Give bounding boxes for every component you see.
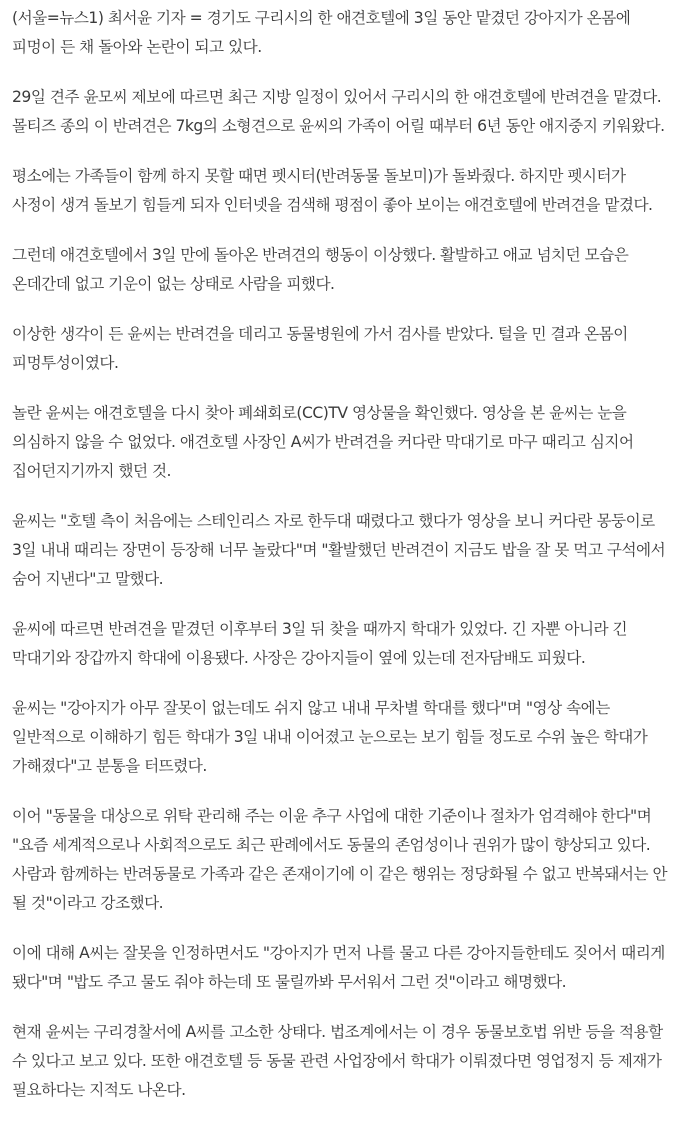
- article-paragraph: 윤씨에 따르면 반려견을 맡겼던 이후부터 3일 뒤 찾을 때까지 학대가 있었다. 긴 자뿐 아니라 긴 막대기와 장갑까지 학대에 이용됐다. 사장은 강아지들이 옆에 있는데 전자담배도 피웠다.: [12, 620, 628, 667]
- article-paragraph: 29일 견주 윤모씨 제보에 따르면 최근 지방 일정이 있어서 구리시의 한 애견호텔에 반려견을 맡겼다. 몰티즈 종의 이 반려견은 7kg의 소형견으로 윤씨의 가족이 어릴 때부터 6년 동안 애지중지 키워왔다.: [12, 88, 665, 135]
- article-paragraph: 윤씨는 "강아지가 아무 잘못이 없는데도 쉬지 않고 내내 무차별 학대를 했다"며 "영상 속에는 일반적으로 이해하기 힘든 학대가 3일 내내 이어졌고 눈으로는 보기 힘들 정도로 수위 높은 학대가 가해졌다"고 분통을 터뜨렸다.: [12, 699, 648, 775]
- article-paragraph: 현재 윤씨는 구리경찰서에 A씨를 고소한 상태다. 법조계에서는 이 경우 동물보호법 위반 등을 적용할 수 있다고 보고 있다. 또한 애견호텔 등 동물 관련 사업장에서 학대가 이뤄졌다면 영업정지 등 제재가 필요하다는 지적도 나온다.: [12, 1023, 663, 1099]
- article-paragraph: 평소에는 가족들이 함께 하지 못할 때면 펫시터(반려동물 돌보미)가 돌봐줬다. 하지만 펫시터가 사정이 생겨 돌보기 힘들게 되자 인터넷을 검색해 평점이 좋아 보이는 애견호텔에 반려견을 맡겼다.: [12, 167, 653, 214]
- article-paragraph: 이상한 생각이 든 윤씨는 반려견을 데리고 동물병원에 가서 검사를 받았다. 털을 민 결과 온몸이 피멍투성이였다.: [12, 325, 628, 372]
- article-paragraph: 윤씨는 "호텔 측이 처음에는 스테인리스 자로 한두대 때렸다고 했다가 영상을 보니 커다란 몽둥이로 3일 내내 때리는 장면이 등장해 너무 놀랐다"며 "활발했던 반려견이 지금도 밥을 잘 못 먹고 구석에서 숨어 지낸다"고 말했다.: [12, 512, 666, 588]
- article-paragraph: 그런데 애견호텔에서 3일 만에 돌아온 반려견의 행동이 이상했다. 활발하고 애교 넘치던 모습은 온데간데 없고 기운이 없는 상태로 사람을 피했다.: [12, 246, 629, 293]
- article-paragraph-lead: (서울=뉴스1) 최서윤 기자 = 경기도 구리시의 한 애견호텔에 3일 동안 맡겼던 강아지가 온몸에 피멍이 든 채 돌아와 논란이 되고 있다.: [12, 9, 631, 56]
- article-body: [0, 4, 684, 1105]
- article-paragraph: 이어 "동물을 대상으로 위탁 관리해 주는 이윤 추구 사업에 대한 기준이나 절차가 엄격해야 한다"며 "요즘 세계적으로나 사회적으로도 최근 판례에서도 동물의 존엄성이나 권위가 많이 향상되고 있다. 사람과 함께하는 반려동물로 가족과 같은 존재이기에 이 같은 행위는 정당화될 수 없고 반복돼서는 안 될 것"이라고 강조했다.: [12, 807, 668, 912]
- article-paragraph: 놀란 윤씨는 애견호텔을 다시 찾아 폐쇄회로(CC)TV 영상물을 확인했다. 영상을 본 윤씨는 눈을 의심하지 않을 수 없었다. 애견호텔 사장인 A씨가 반려견을 커다란 막대기로 마구 때리고 심지어 집어던지기까지 했던 것.: [12, 404, 634, 480]
- article-paragraph: 이에 대해 A씨는 잘못을 인정하면서도 "강아지가 먼저 나를 물고 다른 강아지들한테도 짖어서 때리게 됐다"며 "밥도 주고 물도 줘야 하는데 또 물릴까봐 무서워서 그런 것"이라고 해명했다.: [12, 944, 665, 991]
